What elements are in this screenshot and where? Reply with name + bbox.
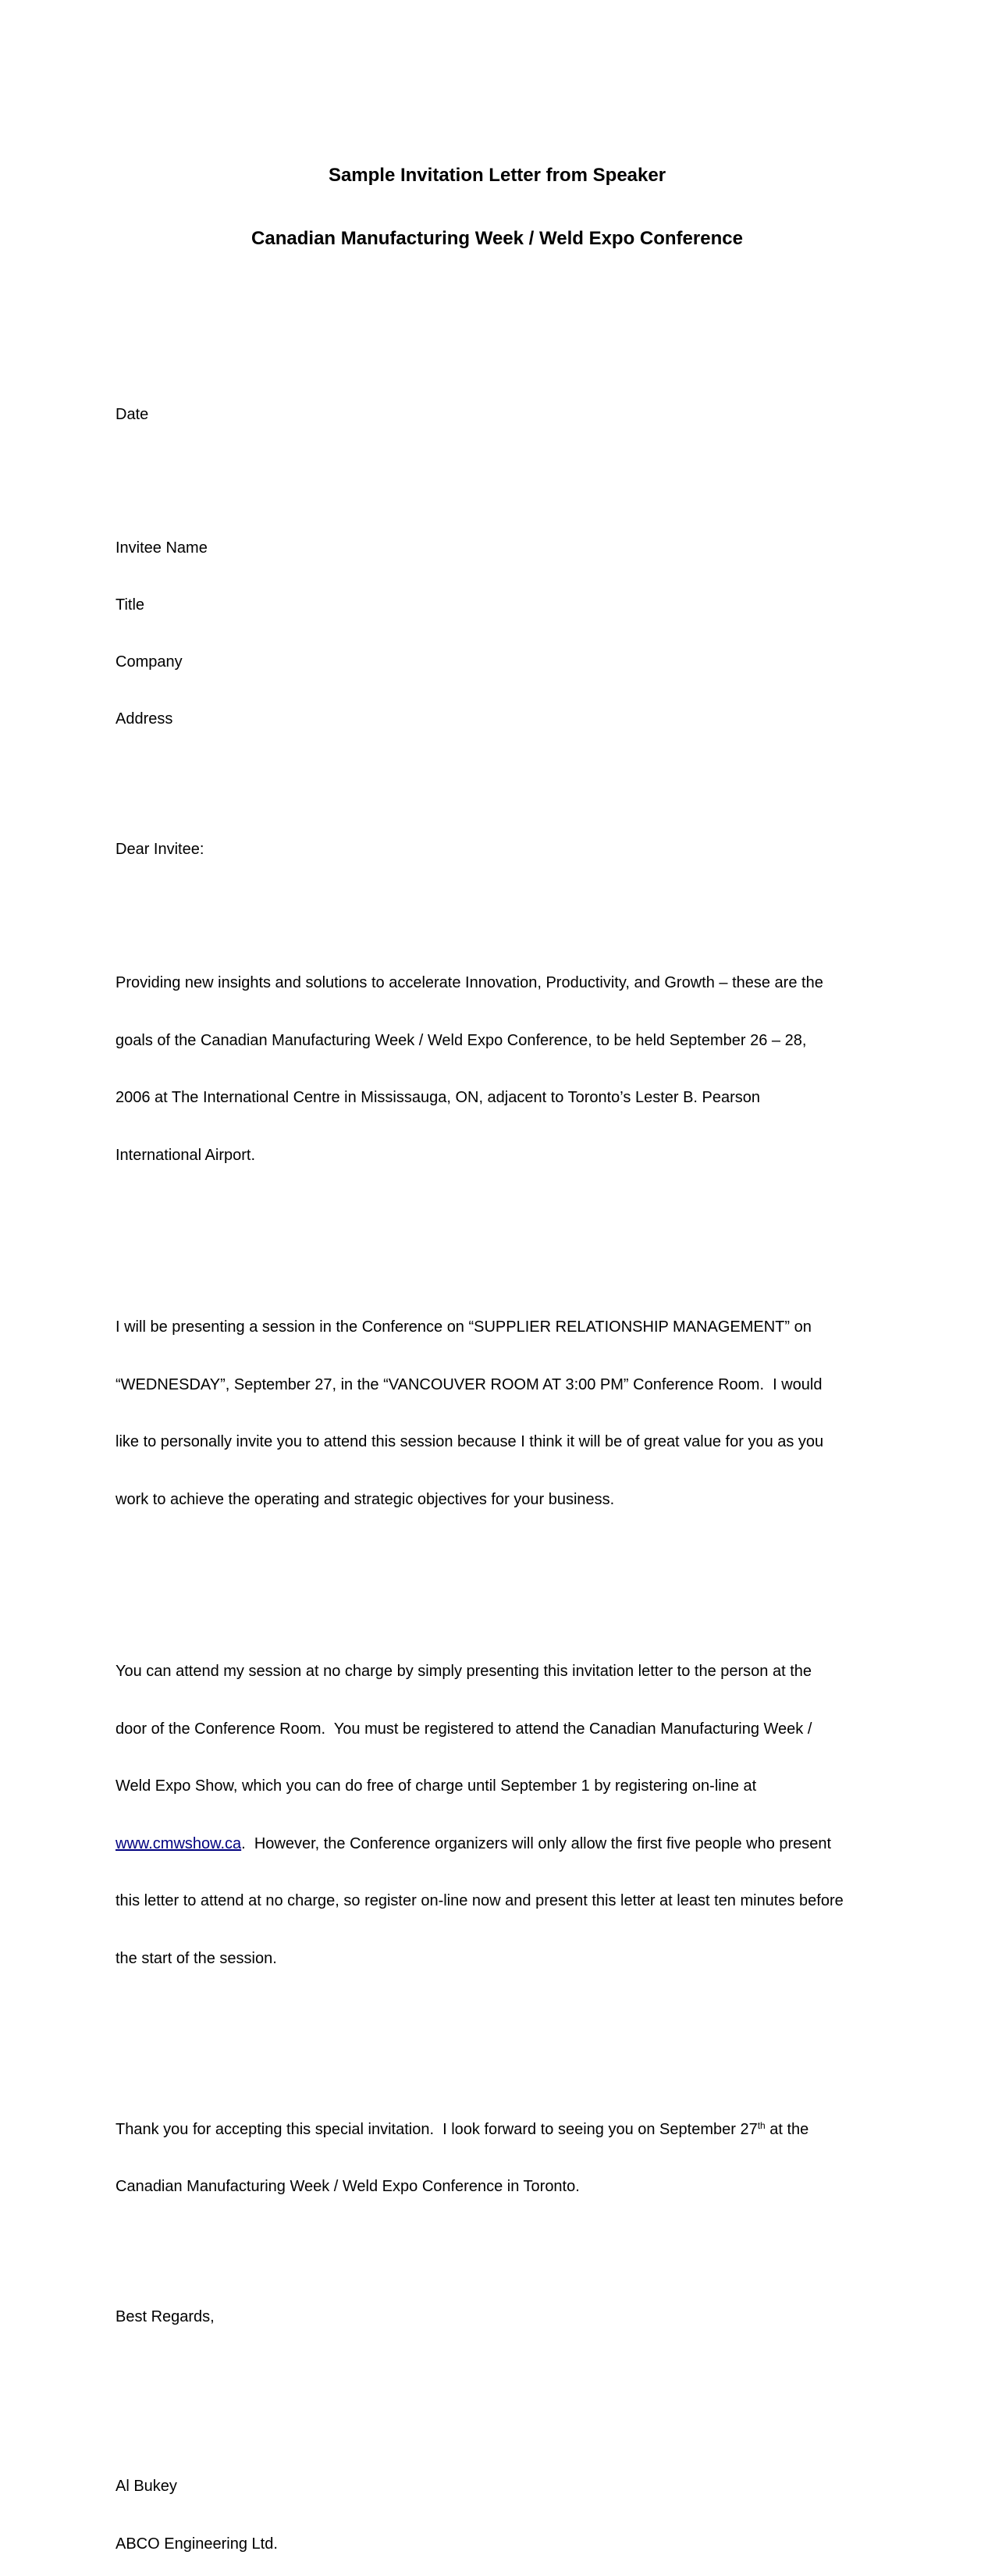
paragraph-thanks bbox=[115, 2082, 919, 2235]
paragraph-line: door of the Conference Room. You must be registered to attend the Canadian Manufacturing Week / bbox=[115, 1720, 812, 1738]
thanks-line-prefix: Thank you for accepting this special invitation. I look forward to seeing you on September 27 bbox=[115, 2120, 758, 2138]
title-line-2: Canadian Manufacturing Week / Weld Expo Conference bbox=[251, 228, 743, 249]
paragraph-registration bbox=[115, 1624, 919, 2006]
paragraph-line: You can attend my session at no charge by simply presenting this invitation letter to the person at the bbox=[115, 1663, 812, 1680]
signature-block bbox=[115, 2439, 919, 2576]
paragraph-line: goals of the Canadian Manufacturing Week / Weld Expo Conference, to be held September 26 – 28, bbox=[115, 1031, 807, 1049]
paragraph-line-with-superscript bbox=[115, 2120, 919, 2140]
salutation: Dear Invitee: bbox=[115, 840, 204, 858]
invitee-name-placeholder: Invitee Name bbox=[115, 539, 208, 557]
paragraph-session bbox=[115, 1279, 919, 1547]
paragraph-line-rest: . However, the Conference organizers will only allow the first five people who present bbox=[241, 1834, 832, 1852]
paragraph-line: International Airport. bbox=[115, 1146, 255, 1164]
paragraph-line: 2006 at The International Centre in Mississauga, ON, adjacent to Toronto’s Lester B. Pearson bbox=[115, 1089, 761, 1106]
paragraph-intro bbox=[115, 935, 919, 1203]
thanks-line-suffix: at the bbox=[765, 2120, 809, 2138]
paragraph-line: Canadian Manufacturing Week / Weld Expo Conference in Toronto. bbox=[115, 2178, 580, 2195]
cmwshow-link[interactable]: www.cmwshow.ca bbox=[115, 1834, 242, 1852]
paragraph-line: I will be presenting a session in the Conference on “SUPPLIER RELATIONSHIP MANAGEMENT” on bbox=[115, 1318, 812, 1336]
letter-body bbox=[115, 347, 919, 2576]
paragraph-line: this letter to attend at no charge, so register on-line now and present this letter at least ten minutes before bbox=[115, 1892, 844, 1909]
signature-name: Al Bukey bbox=[115, 2478, 177, 2495]
date-placeholder: Date bbox=[115, 405, 149, 423]
paragraph-line: Providing new insights and solutions to accelerate Innovation, Productivity, and Growth – these are the bbox=[115, 974, 823, 991]
paragraph-line-with-link bbox=[115, 1834, 919, 1854]
invitee-address-placeholder: Address bbox=[115, 710, 173, 728]
paragraph-line: work to achieve the operating and strategic objectives for your business. bbox=[115, 1490, 615, 1508]
paragraph-line: Weld Expo Show, which you can do free of charge until September 1 by registering on-line at bbox=[115, 1777, 757, 1795]
letter-title bbox=[115, 123, 879, 291]
closing-regards: Best Regards, bbox=[115, 2308, 215, 2325]
title-line-1: Sample Invitation Letter from Speaker bbox=[328, 165, 666, 186]
paragraph-line: “WEDNESDAY”, September 27, in the “VANCOUVER ROOM AT 3:00 PM” Conference Room. I would bbox=[115, 1375, 823, 1393]
paragraph-line: the start of the session. bbox=[115, 1949, 277, 1967]
ordinal-superscript: th bbox=[757, 2119, 766, 2131]
invitee-title-placeholder: Title bbox=[115, 596, 145, 614]
paragraph-line: like to personally invite you to attend this session because I think it will be of great value for you as you bbox=[115, 1433, 824, 1450]
signature-company: ABCO Engineering Ltd. bbox=[115, 2535, 278, 2553]
invitee-company-placeholder: Company bbox=[115, 653, 183, 671]
invitee-address-block bbox=[115, 500, 919, 767]
